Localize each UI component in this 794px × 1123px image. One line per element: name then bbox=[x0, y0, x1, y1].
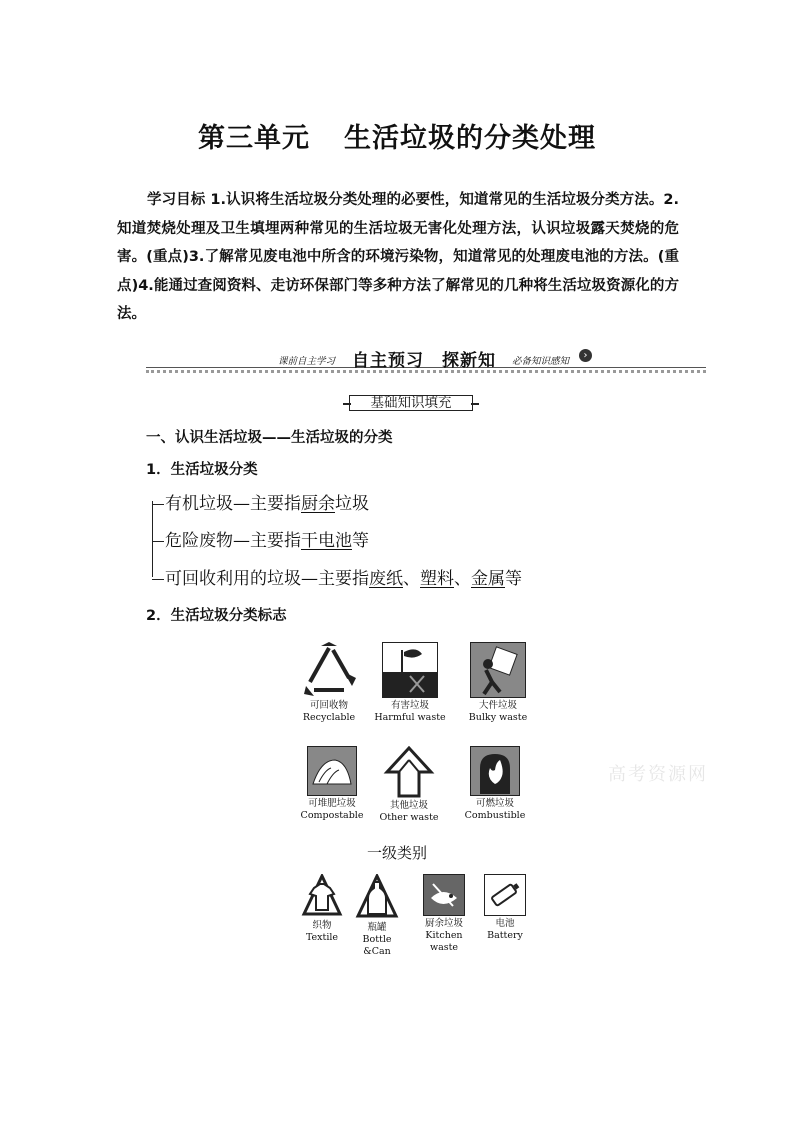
arrow-icon: › bbox=[579, 349, 592, 362]
watermark: 高考资源网 bbox=[608, 764, 708, 785]
textile-icon: 织物 Textile bbox=[296, 874, 348, 944]
answer-blank: 废纸 bbox=[369, 569, 403, 589]
box-header: 基础知识填充 bbox=[343, 393, 479, 413]
caption: 一级类别 bbox=[366, 844, 427, 862]
bulky-icon: 大件垃圾 Bulky waste bbox=[458, 642, 538, 724]
compost-icon: 可堆肥垃圾 Compostable bbox=[292, 746, 372, 822]
section-heading: 一、认识生活垃圾——生活垃圾的分类 bbox=[146, 430, 393, 446]
tree-row: 危险废物—主要指干电池等 bbox=[152, 526, 369, 551]
kitchen-icon: 厨余垃圾 Kitchen waste bbox=[412, 874, 476, 954]
banner-left-label: 课前自主学习 bbox=[278, 356, 336, 367]
answer-blank: 干电池 bbox=[301, 531, 352, 551]
recycle-icon: 可回收物 Recyclable bbox=[292, 642, 366, 724]
answer-blank: 金属 bbox=[471, 569, 505, 589]
bottle-icon: 瓶罐 Bottle &Can bbox=[348, 874, 406, 958]
section-banner bbox=[146, 347, 706, 373]
subsection-heading: 2．生活垃圾分类标志 bbox=[146, 608, 287, 624]
banner-sub-label: 探新知 bbox=[442, 351, 496, 371]
learning-objectives: 学习目标 1.认识将生活垃圾分类处理的必要性，知道常见的生活垃圾分类方法。2.知道焚烧处理及卫生填埋两种常见的生活垃圾无害化处理方法，认识垃圾露天焚烧的危害。(重点)3.了解常见废电池中所含的环境污染物，知道常见的处理废电池的方法。(重点)4.能通过查阅资料、走访环保部门等多种方法了解常见的几种将生活垃圾资源化的方法。 bbox=[117, 192, 679, 322]
unit-number: 第三单元 bbox=[198, 123, 310, 154]
classification-tree bbox=[146, 488, 706, 588]
unit-title: 生活垃圾的分类处理 bbox=[344, 123, 596, 154]
banner-right-label: 必备知识感知 bbox=[512, 356, 570, 367]
page-title bbox=[0, 116, 794, 155]
tree-row: 有机垃圾—主要指厨余垃圾 bbox=[152, 489, 369, 514]
subsection-heading: 1．生活垃圾分类 bbox=[146, 462, 258, 478]
combustible-icon: 可燃垃圾 Combustible bbox=[458, 746, 532, 822]
other-icon: 其他垃圾 Other waste bbox=[374, 746, 444, 824]
answer-blank: 塑料 bbox=[420, 569, 454, 589]
harmful-icon: 有害垃圾 Harmful waste bbox=[370, 642, 450, 724]
answer-blank: 厨余 bbox=[301, 494, 335, 514]
tree-row: 可回收利用的垃圾—主要指废纸、塑料、金属等 bbox=[152, 564, 522, 589]
banner-main-label: 自主预习 bbox=[352, 351, 424, 371]
battery-icon: 电池 Battery bbox=[480, 874, 530, 942]
